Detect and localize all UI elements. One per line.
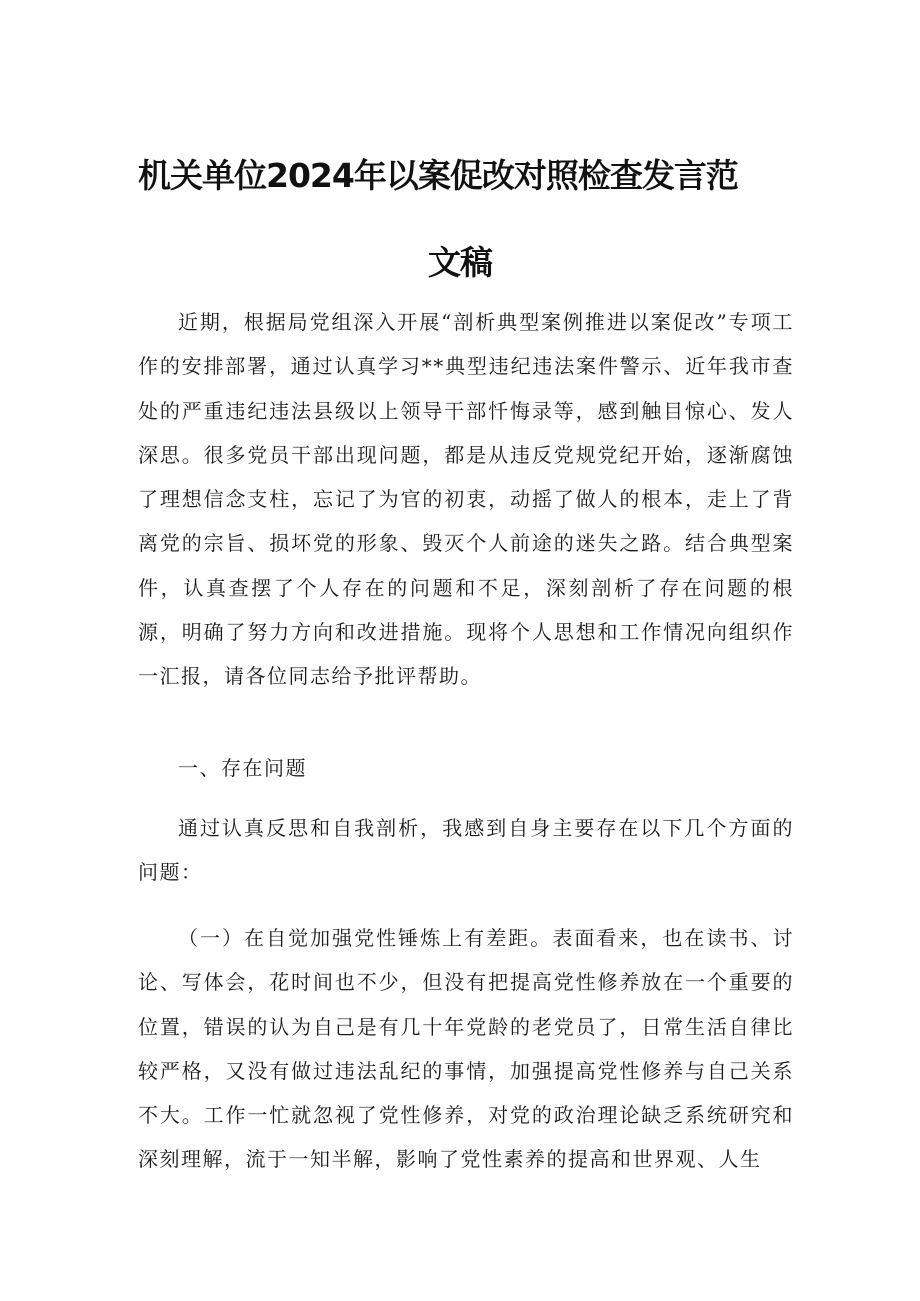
item-1-block bbox=[138, 916, 794, 1182]
section-intro-block bbox=[138, 806, 794, 895]
section-1-heading: 一、存在问题 bbox=[178, 756, 307, 780]
section-heading-block bbox=[138, 746, 794, 790]
intro-paragraph-block bbox=[138, 300, 794, 699]
document-title-line-2: 文稿 bbox=[428, 243, 492, 282]
section-1-intro-paragraph: 通过认真反思和自我剖析，我感到自身主要存在以下几个方面的问题： bbox=[138, 816, 794, 885]
intro-paragraph: 近期，根据局党组深入开展“剖析典型案例推进以案促改”专项工作的安排部署，通过认真学习**典型违纪违法案件警示、近年我市查处的严重违纪违法县级以上领导干部忏悔录等，感到触目惊心、发人深思。很多党员干部出现问题，都是从违反党规党纪开始，逐渐腐蚀了理想信念支柱，忘记了为官的初衷，动摇了做人的根本，走上了背离党的宗旨、损坏党的形象、毁灭个人前途的迷失之路。结合典型案件，认真查摆了个人存在的问题和不足，深刻剖析了存在问题的根源，明确了努力方向和改进措施。现将个人思想和工作情况向组织作一汇报，请各位同志给予批评帮助。 bbox=[138, 310, 794, 689]
document-title-line-1: 机关单位2024年以案促改对照检查发言范 bbox=[138, 156, 738, 195]
item-1-paragraph: （一）在自觉加强党性锤炼上有差距。表面看来，也在读书、讨论、写体会，花时间也不少，但没有把提高党性修养放在一个重要的位置，错误的认为自己是有几十年党龄的老党员了，日常生活自律比较严格，又没有做过违法乱纪的事情，加强提高党性修养与自己关系不大。工作一忙就忽视了党性修养，对党的政治理论缺乏系统研究和深刻理解，流于一知半解，影响了党性素养的提高和世界观、人生 bbox=[138, 926, 794, 1172]
